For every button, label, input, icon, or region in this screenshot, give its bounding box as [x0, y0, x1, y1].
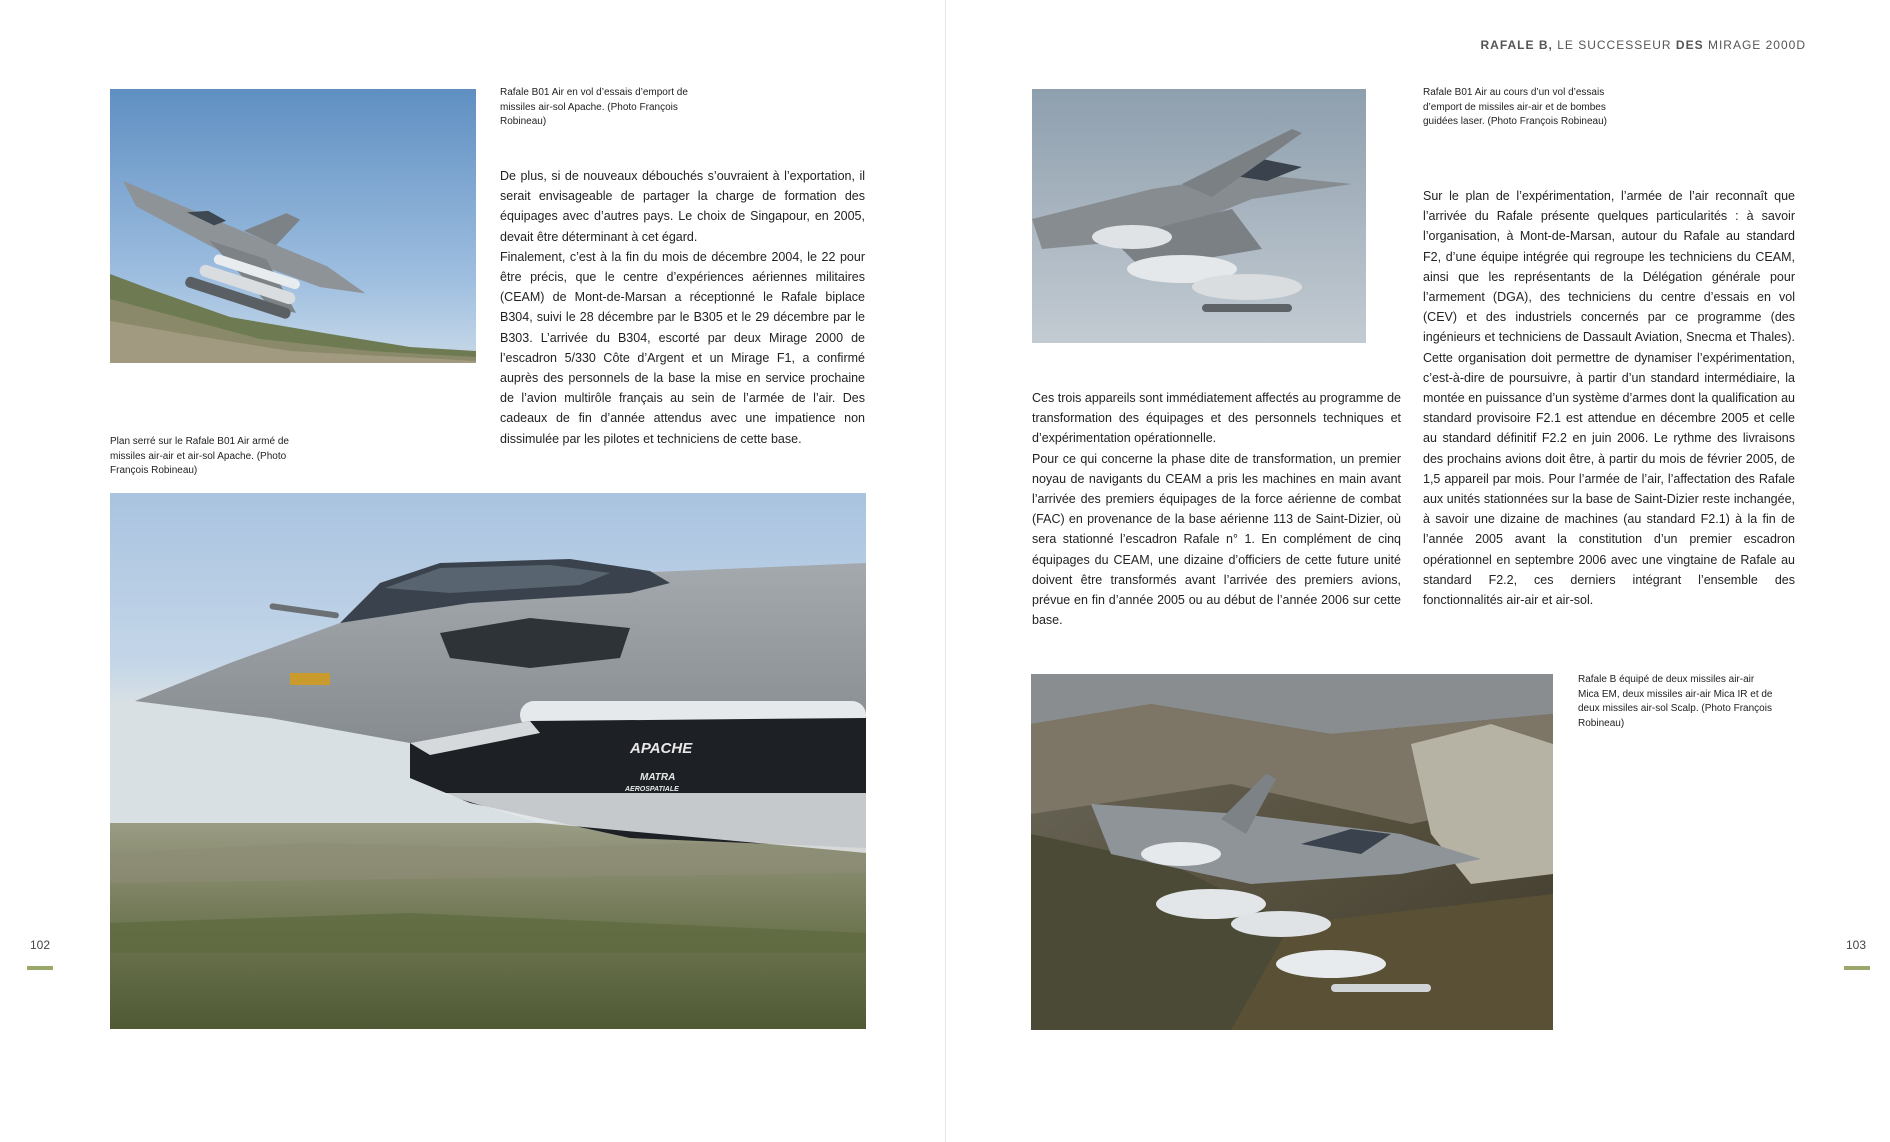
rafale-closeup-illustration — [110, 493, 866, 1029]
body-text-right-col2 — [1423, 186, 1795, 610]
caption-photo-closeup: Plan serré sur le Rafale B01 Air armé de missiles air-air et air-sol Apache. (Photo François Robineau) — [110, 436, 289, 476]
pod-label-aerospatiale: AEROSPATIALE — [625, 786, 679, 793]
right-page — [945, 0, 1890, 1142]
photo-rafale-mica-scalp — [1031, 674, 1553, 1030]
page-number-right: 103 — [1846, 938, 1867, 952]
body-text-left — [500, 166, 865, 449]
rafale-mica-scalp-illustration — [1031, 674, 1553, 1030]
paragraph-export: De plus, si de nouveaux débouchés s’ouvraient à l’exportation, il serait envisageable de partager la charge de formation des équipages avec d’autres pays. Le choix de Singapour, en 2005, devait être déterminant à cet égard. — [500, 169, 865, 244]
running-head-part3: DES — [1675, 38, 1704, 52]
body-text-right-col1 — [1032, 388, 1401, 630]
pod-label-matra: MATRA — [640, 772, 676, 783]
running-head-part4: MIRAGE 2000D — [1707, 38, 1806, 52]
paragraph-transformation: Pour ce qui concerne la phase dite de transformation, un premier noyau de navigants du CEAM a pris les machines en main avant l’arrivée des premiers équipages de la force aérienne de combat (FAC) en provenance de la base aérienne 113 de Saint-Dizier, où sera stationné l’escadron Rafale n° 1. En complément de cinq équipages du CEAM, une dizaine d’officiers de cette future unité doivent être transformés avant l’arrivée des premiers avions, prévue en fin d’année 2005 ou au début de l’année 2006 sur cette base. — [1032, 451, 1401, 628]
paragraph-ceam-reception: Finalement, c’est à la fin du mois de décembre 2004, le 22 pour être précis, que le centre d’expériences aériennes militaires (CEAM) de Mont-de-Marsan a réceptionné le Rafale biplace B304, suivi le 28 décembre par le B305 et le 29 décembre par le B303. L’arrivée du B304, escorté par deux Mirage 2000 de l’escadron 5/330 Côte d’Argent et un Mirage F1, a confirmé auprès des personnels de la base la mise en service prochaine de l’avion multirôle français au sein de l’armée de l’air. Des cadeaux de fin d’année attendus avec une impatience non dissimulée par les pilotes et techniciens de cette base. — [500, 249, 865, 446]
rafale-laser-bombs-illustration — [1032, 89, 1366, 343]
running-head-part1: RAFALE B, — [1480, 38, 1553, 52]
folio-bar-right — [1844, 966, 1870, 970]
running-head-part2: LE SUCCESSEUR — [1557, 38, 1672, 52]
paragraph-assignment: Ces trois appareils sont immédiatement affectés au programme de transformation des équipages et des personnels techniques et d’expérimentation opérationnelle. — [1032, 391, 1401, 446]
photo-rafale-apache-flight — [110, 89, 476, 363]
pod-label-apache: APACHE — [630, 740, 693, 757]
caption-photo-mica-scalp: Rafale B équipé de deux missiles air-air Mica EM, deux missiles air-air Mica IR et de deux missiles air-sol Scalp. (Photo François Robineau) — [1578, 674, 1773, 729]
photo-rafale-laser-bombs — [1032, 89, 1366, 343]
photo-rafale-closeup — [110, 493, 866, 1029]
folio-bar-left — [27, 966, 53, 970]
page-number-left: 102 — [30, 938, 51, 952]
caption-photo-laser-bombs: Rafale B01 Air au cours d’un vol d’essais d’emport de missiles air-air et de bombes guidées laser. (Photo François Robineau) — [1423, 87, 1607, 127]
rafale-apache-illustration — [110, 89, 476, 363]
running-head — [1481, 38, 1806, 52]
paragraph-experimentation: Sur le plan de l’expérimentation, l’armée de l’air reconnaît que l’arrivée du Rafale présente quelques particularités : à savoir l’organisation, à Mont-de-Marsan, autour du Rafale au standard F2, d’une équipe intégrée qui regroupe les techniciens du CEAM, ainsi que les représentants de la Délégation générale pour l’armement (DGA), des techniciens du centre d’essais en vol (CEV) et des industriels concernés par ce programme (des ingénieurs et techniciens de Dassault Aviation, Snecma et Thales). Cette organisation doit permettre de dynamiser l’expérimentation, c’est-à-dire de poursuivre, à partir d’un standard intermédiaire, la montée en puissance d’un système d’armes dont la qualification au standard provisoire F2.1 est attendue en décembre 2005 et celle au standard définitif F2.2 en juin 2006. Le rythme des livraisons des prochains avions doit être, à partir du mois de février 2005, de 1,5 appareil par mois. Pour l’armée de l’air, l’affectation des Rafale aux unités stationnées sur la base de Saint-Dizier reste inchangée, à savoir une dizaine de machines (au standard F2.1) à la fin de l’année 2005 avant la constitution d’un premier escadron opérationnel en septembre 2006 avec une vingtaine de Rafale au standard F2.2, ces derniers intégrant l’ensemble des fonctionnalités air-air et air-sol. — [1423, 189, 1795, 608]
caption-photo-apache-flight: Rafale B01 Air en vol d’essais d’emport de missiles air-sol Apache. (Photo François Robineau) — [500, 87, 688, 127]
